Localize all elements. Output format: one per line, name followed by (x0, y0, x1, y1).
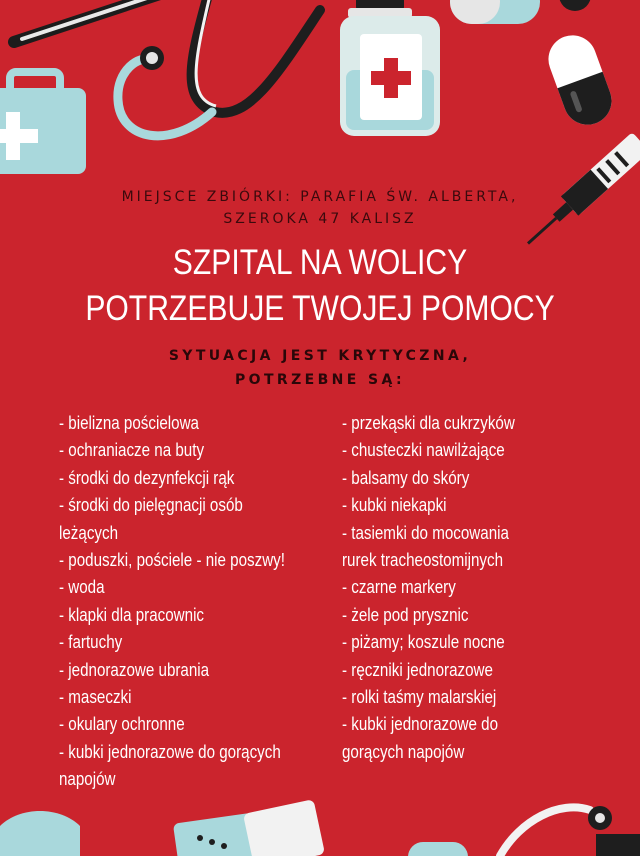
list-item: - środki do pielęgnacji osób (59, 494, 243, 516)
list-item: - tasiemki do mocowania (342, 521, 509, 543)
list-item: - poduszki, pościele - nie poszwy! (59, 549, 285, 571)
list-item: gorących napojów (342, 740, 465, 762)
list-item: - czarne markery (342, 576, 456, 598)
list-item: - klapki dla pracownic (59, 603, 205, 625)
list-item: - jednorazowe ubrania (59, 658, 210, 680)
list-item: - chusteczki nawilżające (342, 439, 505, 461)
list-item: - fartuchy (59, 631, 123, 653)
list-item: - ochraniacze na buty (59, 439, 205, 461)
list-item: - kubki jednorazowe do (342, 713, 499, 735)
list-item: - bielizna pościelowa (59, 412, 199, 433)
pill-capsule-icon (450, 0, 540, 24)
meeting-place (0, 186, 640, 230)
list-item: - środki do dezynfekcji rąk (59, 466, 235, 488)
first-aid-kit-icon (0, 72, 86, 174)
subtitle-line: SYTUACJA JEST KRYTYCZNA, (168, 348, 472, 364)
list-item: - żele pod prysznic (342, 603, 469, 625)
stethoscope-icon (118, 0, 320, 136)
needs-list-right (342, 409, 553, 765)
list-item: napojów (59, 768, 116, 790)
stethoscope-icon (500, 806, 640, 856)
meeting-place-line: MIEJSCE ZBIÓRKI: PARAFIA ŚW. ALBERTA, (121, 189, 519, 205)
list-item: rurek tracheostomijnych (342, 549, 504, 571)
list-item: - piżamy; koszule nocne (342, 631, 505, 653)
needs-list-left (59, 409, 335, 793)
list-item: - rolki taśmy malarskiej (342, 686, 497, 708)
list-item: - ręczniki jednorazowe (342, 658, 493, 680)
title-line: POTRZEBUJE TWOJEJ POMOCY (85, 289, 555, 328)
pill-capsule-icon (542, 29, 619, 132)
list-item: - balsamy do skóry (342, 466, 470, 488)
list-item: - maseczki (59, 686, 132, 708)
page-title (45, 240, 595, 332)
meeting-place-line: SZEROKA 47 KALISZ (223, 211, 417, 227)
list-item: - kubki niekapki (342, 494, 447, 516)
medicine-bottle-icon (340, 0, 440, 136)
list-item: - okulary ochronne (59, 713, 185, 735)
list-item: leżących (59, 521, 119, 543)
subtitle-line: POTRZEBNE SĄ: (234, 372, 405, 388)
list-item: - kubki jednorazowe do gorących (59, 740, 281, 762)
pill-capsule-icon (0, 811, 80, 856)
list-item: - przekąski dla cukrzyków (342, 412, 515, 433)
first-aid-kit-icon (173, 799, 325, 856)
title-line: SZPITAL NA WOLICY (172, 243, 468, 282)
pill-capsule-icon (408, 842, 468, 856)
list-item: - woda (59, 576, 105, 598)
thermometer-icon (14, 0, 160, 42)
situation-subtitle (0, 344, 640, 392)
